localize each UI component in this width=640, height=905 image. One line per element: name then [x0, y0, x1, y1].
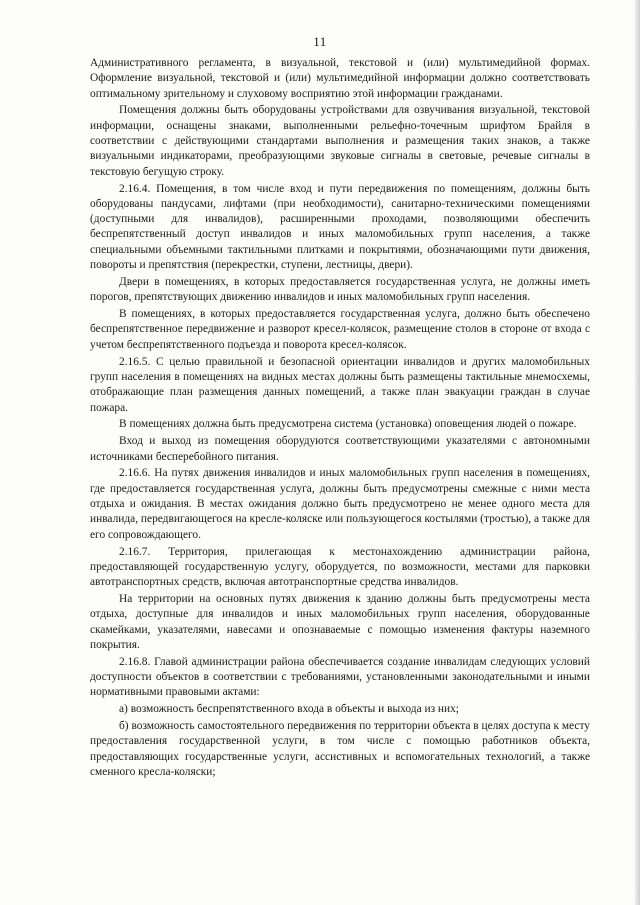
body-text	[90, 56, 590, 782]
paragraph: 2.16.4. Помещения, в том числе вход и пути передвижения по помещениям, должны быть оборудованы пандусами, лифтами (при необходимости), санитарно-техническими помещениями (доступными для инвалидов), расширенными проходами, позволяющими обеспечить беспрепятственный доступ инвалидов и иных маломобильных групп населения, а также специальными объемными тактильными плитками и покрытиями, обозначающими пути движения, повороты и препятствия (перекрестки, ступени, лестницы, двери).	[90, 182, 590, 272]
paragraph: 2.16.6. На путях движения инвалидов и иных маломобильных групп населения в помещениях, где предоставляется государственная услуга, должны быть предусмотрены смежные с ними места отдыха и ожидания. В местах ожидания должно быть предусмотрено не менее одного места для инвалида, передвигающегося на кресле-коляске или пользующегося костылями (тростью), а также для его сопровождающего.	[90, 467, 590, 541]
paragraph: В помещениях должна быть предусмотрена система (установка) оповещения людей о пожаре.	[119, 418, 577, 431]
paragraph: 2.16.8. Главой администрации района обеспечивается создание инвалидам следующих условий доступности объектов в соответствии с требованиями, установленными законодательными и иными нормативными правовыми актами:	[90, 655, 590, 699]
paragraph: Административного регламента, в визуальной, текстовой и (или) мультимедийной формах. Оформление визуальной, текстовой и (или) мультимедийной информации должно соответствовать оптимальному зрительному и слуховому восприятию этой информации гражданами.	[90, 57, 590, 100]
paragraph: 2.16.5. С целью правильной и безопасной ориентации инвалидов и других маломобильных групп населения в помещениях на видных местах должны быть размещены тактильные мнемосхемы, отображающие план размещения данных помещений, а также план эвакуации граждан в случае пожара.	[90, 355, 590, 414]
paragraph: б) возможность самостоятельного передвижения по территории объекта в целях доступа к месту предоставления государственной услуги, в том числе с помощью работников объекта, предоставляющих государственные услуги, ассистивных и вспомогательных технологий, а также сменного кресла-коляски;	[90, 720, 590, 779]
paragraph: Помещения должны быть оборудованы устройствами для озвучивания визуальной, текстовой информации, оснащены знаками, выполненными рельефно-точечным шрифтом Брайля в соответствии с действующими стандартами выполнения и размещения таких знаков, а также визуальными индикаторами, преобразующими звуковые сигналы в световые, речевые сигналы в текстовую бегущую строку.	[90, 104, 590, 178]
paragraph: В помещениях, в которых предоставляется государственная услуга, должно быть обеспечено беспрепятственное передвижение и разворот кресел-колясок, размещение столов в стороне от входа с учетом беспрепятственного подъезда и поворота кресел-колясок.	[90, 308, 590, 351]
paragraph: а) возможность беспрепятственного входа в объекты и выхода из них;	[119, 703, 459, 716]
page-edge-shadow	[633, 0, 640, 905]
paragraph: На территории на основных путях движения к зданию должны быть предусмотрены места отдыха, доступные для инвалидов и иных маломобильных групп населения, оборудованные скамейками, указателями, навесами и опознаваемые с помощью изменения фактуры наземного покрытия.	[90, 593, 590, 651]
page-number: 11	[313, 34, 327, 49]
paragraph: Двери в помещениях, в которых предоставляется государственная услуга, не должны иметь порогов, препятствующих движению инвалидов и иных маломобильных групп населения.	[90, 275, 590, 304]
paragraph: Вход и выход из помещения оборудуются соответствующими указателями с автономными источниками бесперебойного питания.	[90, 435, 590, 463]
paragraph: 2.16.7. Территория, прилегающая к местонахождению администрации района, предоставляющей государственную услугу, оборудуется, по возможности, местами для парковки автотранспортных средств, включая автотранспортные средства инвалидов.	[90, 545, 590, 589]
